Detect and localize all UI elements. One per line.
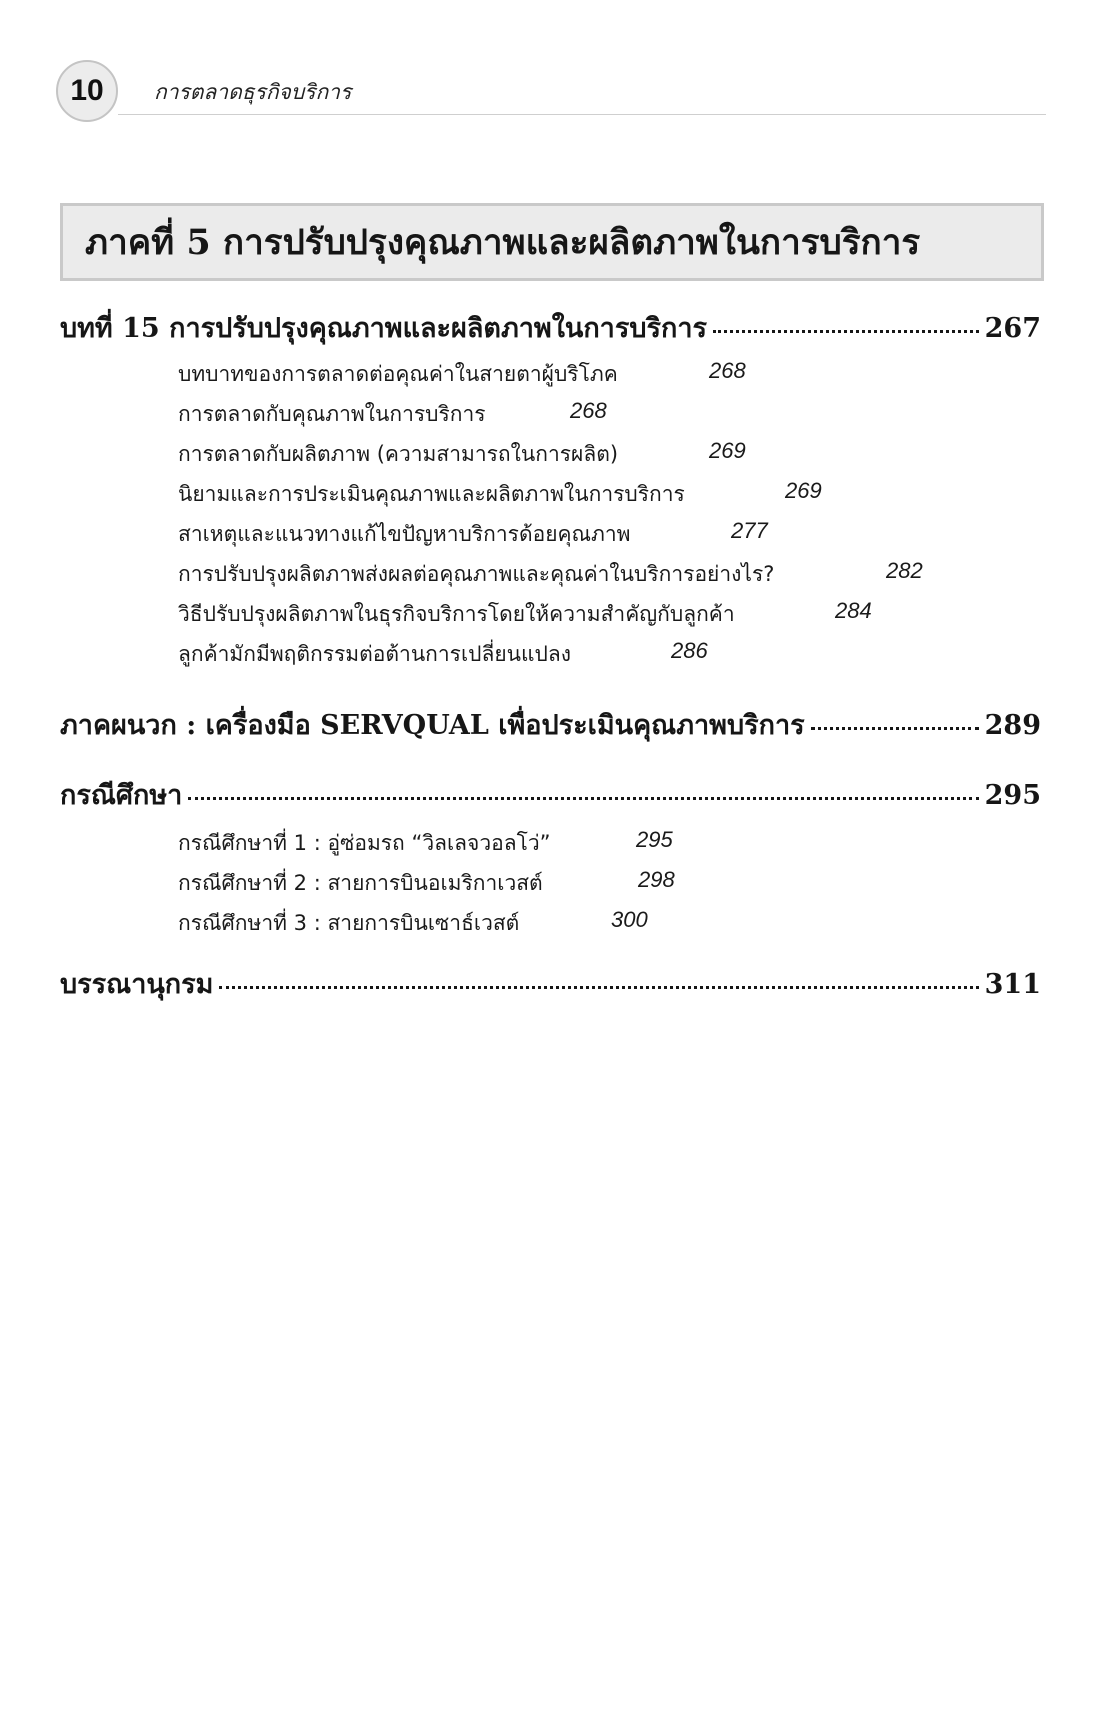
toc-entry-label: กรณีศึกษา (60, 780, 183, 811)
page-header (56, 60, 1046, 126)
toc-entry-label: บรรณานุกรม (60, 969, 214, 1000)
toc-entry-page: 311 (984, 969, 1041, 1000)
toc-section-page: 284 (835, 598, 872, 623)
toc-case-study[interactable] (178, 907, 648, 941)
toc-entry-chapter-15[interactable] (60, 306, 1041, 348)
toc-entry-label: บทที่ 15 การปรับปรุงคุณภาพและผลิตภาพในการบริการ (60, 313, 707, 344)
toc-section-page: 268 (709, 358, 746, 383)
toc-section-title: บทบาทของการตลาดต่อคุณค่าในสายตาผู้บริโภค (178, 362, 618, 386)
toc-section-page: 277 (731, 518, 768, 543)
toc-case-study-title: กรณีศึกษาที่ 3 : สายการบินเซาธ์เวสต์ (178, 911, 520, 935)
toc-section[interactable] (178, 358, 746, 392)
toc-entry-label: ภาคผนวก : เครื่องมือ SERVQUAL เพื่อประเมินคุณภาพบริการ (60, 710, 805, 741)
toc-section-page: 286 (671, 638, 708, 663)
toc-case-study-title: กรณีศึกษาที่ 1 : อู่ซ่อมรถ “วิลเลจวอลโว่” (178, 831, 551, 855)
header-divider (118, 114, 1046, 115)
part-heading-box (60, 203, 1044, 281)
toc-section-title: ลูกค้ามักมีพฤติกรรมต่อต้านการเปลี่ยนแปลง (178, 642, 571, 666)
toc-entry-bibliography[interactable] (60, 962, 1041, 1004)
toc-section[interactable] (178, 598, 872, 632)
toc-case-study-page: 300 (611, 907, 648, 932)
toc-section[interactable] (178, 518, 768, 552)
toc-entry-appendix[interactable] (60, 703, 1041, 745)
toc-section[interactable] (178, 398, 607, 432)
toc-section-title: นิยามและการประเมินคุณภาพและผลิตภาพในการบริการ (178, 482, 685, 506)
toc-section-page: 268 (570, 398, 607, 423)
toc-entry-page: 289 (984, 710, 1041, 741)
dot-leader (188, 797, 978, 800)
running-title: การตลาดธุรกิจบริการ (154, 80, 352, 104)
toc-case-study-page: 298 (638, 867, 675, 892)
toc-section-title: สาเหตุและแนวทางแก้ไขปัญหาบริการด้อยคุณภาพ (178, 522, 631, 546)
toc-case-study-page: 295 (636, 827, 673, 852)
toc-section-page: 269 (785, 478, 822, 503)
toc-section-page: 282 (886, 558, 923, 583)
toc-section[interactable] (178, 478, 822, 512)
toc-section-page: 269 (709, 438, 746, 463)
dot-leader (811, 727, 979, 730)
dot-leader (219, 986, 978, 989)
toc-entry-page: 295 (984, 780, 1041, 811)
toc-section-title: วิธีปรับปรุงผลิตภาพในธุรกิจบริการโดยให้ความสำคัญกับลูกค้า (178, 602, 735, 626)
toc-section[interactable] (178, 638, 708, 672)
toc-case-study-title: กรณีศึกษาที่ 2 : สายการบินอเมริกาเวสต์ (178, 871, 543, 895)
toc-section-title: การปรับปรุงผลิตภาพส่งผลต่อคุณภาพและคุณค่าในบริการอย่างไร? (178, 562, 775, 586)
toc-entry-case-studies[interactable] (60, 773, 1041, 815)
toc-section[interactable] (178, 438, 746, 472)
toc-section-title: การตลาดกับผลิตภาพ (ความสามารถในการผลิต) (178, 442, 619, 466)
dot-leader (713, 330, 979, 333)
toc-section-title: การตลาดกับคุณภาพในการบริการ (178, 402, 486, 426)
toc-section[interactable] (178, 558, 923, 592)
toc-case-study[interactable] (178, 867, 675, 901)
part-title: ภาคที่ 5 การปรับปรุงคุณภาพและผลิตภาพในการบริการ (85, 221, 921, 263)
toc-case-study[interactable] (178, 827, 673, 861)
page-number-badge: 10 (56, 60, 118, 122)
toc-entry-page: 267 (984, 313, 1041, 344)
